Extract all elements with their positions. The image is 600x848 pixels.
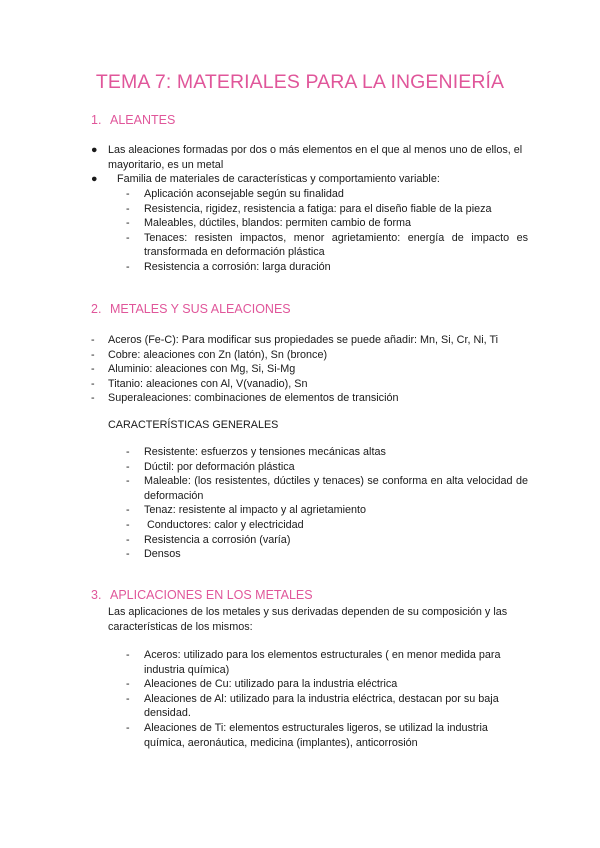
- list-item: [126, 187, 528, 202]
- list-item: [126, 260, 528, 275]
- list-item: [126, 503, 528, 518]
- bullet-text: Familia de materiales de características y comportamiento variable:: [117, 173, 440, 186]
- section-1-heading: [91, 113, 175, 127]
- item-text: Resistencia a corrosión (varía): [144, 533, 291, 546]
- section-2-number: 2.: [91, 302, 102, 316]
- bullet-marker: ●: [91, 173, 98, 186]
- characteristics-list: [126, 445, 528, 562]
- dash-marker: -: [126, 260, 130, 273]
- item-text: Tenaz: resistente al impacto y al agrietamiento: [144, 504, 367, 517]
- dash-marker: -: [126, 678, 130, 691]
- list-item: [91, 348, 531, 363]
- item-text: Conductores: calor y electricidad: [144, 518, 304, 531]
- section-2-title: METALES Y SUS ALEACIONES: [110, 302, 291, 316]
- item-text: Aleaciones de Cu: utilizado para la industria eléctrica: [144, 678, 398, 691]
- item-text: Aplicación aconsejable según su finalidad: [144, 188, 344, 200]
- list-item: [126, 677, 516, 692]
- subheading-text: CARACTERÍSTICAS GENERALES: [108, 419, 279, 431]
- dash-marker: -: [126, 460, 130, 473]
- item-text: Aleaciones de Ti: elementos estructurales ligeros, se utilizad la industria química, aeronáutica, medicina (implantes), anticorrosión: [144, 721, 488, 749]
- section-2-items: [91, 333, 531, 406]
- item-text: Aleaciones de Al: utilizado para la industria eléctrica, destacan por su baja densidad.: [144, 692, 499, 720]
- dash-marker: -: [91, 392, 95, 405]
- dash-marker: -: [91, 377, 95, 390]
- item-text: Titanio: aleaciones con Al, V(vanadio), Sn: [108, 377, 308, 390]
- dash-marker: -: [126, 533, 130, 546]
- intro-text: Las aplicaciones de los metales y sus derivadas dependen de su composición y las características de los mismos:: [108, 606, 508, 633]
- dash-marker: -: [126, 548, 130, 561]
- item-text: Aluminio: aleaciones con Mg, Si, Si-Mg: [108, 363, 296, 376]
- list-item: [126, 231, 528, 260]
- list-item: [126, 533, 528, 548]
- page-title: TEMA 7: MATERIALES PARA LA INGENIERÍA: [95, 71, 505, 93]
- bullet-marker: ●: [91, 144, 98, 156]
- dash-marker: -: [126, 649, 130, 661]
- dash-marker: -: [126, 217, 130, 230]
- list-item: [126, 648, 516, 677]
- dash-marker: -: [126, 692, 130, 705]
- item-text: Resistente: esfuerzos y tensiones mecánicas altas: [144, 446, 386, 458]
- dash-marker: -: [126, 202, 130, 215]
- item-text: Maleables, dúctiles, blandos: permiten cambio de forma: [144, 217, 412, 230]
- dash-marker: -: [91, 363, 95, 376]
- item-text: Maleable: (los resistentes, dúctiles y tenaces) se conforma en alta velocidad de deformación: [144, 475, 528, 502]
- section-1-number: 1.: [91, 113, 102, 127]
- list-item: [126, 460, 528, 475]
- section-1-bullets: [91, 143, 529, 187]
- section-2-heading: [91, 302, 291, 316]
- section-3-intro: [108, 605, 528, 634]
- item-text: Resistencia a corrosión: larga duración: [144, 260, 331, 273]
- dash-marker: -: [126, 446, 130, 458]
- list-item: [126, 547, 528, 562]
- list-item: [126, 445, 528, 460]
- dash-marker: -: [126, 504, 130, 517]
- dash-marker: -: [126, 188, 130, 200]
- item-text: Cobre: aleaciones con Zn (latón), Sn (bronce): [108, 348, 328, 361]
- section-3-title: APLICACIONES EN LOS METALES: [110, 588, 313, 602]
- list-item: [126, 202, 528, 217]
- dash-marker: -: [126, 231, 130, 244]
- list-item: [126, 518, 528, 533]
- list-item: [91, 377, 531, 392]
- dash-marker: -: [126, 518, 130, 531]
- characteristics-subheading: [108, 418, 278, 433]
- dash-marker: -: [126, 475, 130, 488]
- list-item: [91, 333, 531, 348]
- dash-marker: -: [91, 334, 95, 346]
- list-item: [126, 692, 516, 721]
- item-text: Aceros (Fe-C): Para modificar sus propiedades se puede añadir: Mn, Si, Cr, Ni, Ti: [108, 334, 499, 346]
- section-3-number: 3.: [91, 588, 102, 602]
- dash-marker: -: [126, 721, 130, 734]
- item-text: Dúctil: por deformación plástica: [144, 460, 295, 473]
- item-text: Superaleaciones: combinaciones de elementos de transición: [108, 392, 399, 405]
- section-1-subitems: [126, 187, 528, 275]
- item-text: Tenaces: resisten impactos, menor agrietamiento: energía de impacto es transformada en deformación plástica: [144, 231, 528, 259]
- item-text: Aceros: utilizado para los elementos estructurales ( en menor medida para industria química): [144, 649, 501, 676]
- list-item: [126, 474, 528, 503]
- list-item: [126, 216, 528, 231]
- list-item: [91, 362, 531, 377]
- list-item: [126, 721, 516, 750]
- list-item: [91, 172, 529, 187]
- section-1-title: ALEANTES: [110, 113, 176, 127]
- section-3-items: [126, 648, 516, 750]
- section-3-heading: [91, 588, 313, 602]
- list-item: [91, 143, 529, 172]
- bullet-text: Las aleaciones formadas por dos o más elementos en el que al menos uno de ellos, el mayoritario, es un metal: [108, 144, 523, 171]
- list-item: [91, 391, 531, 406]
- dash-marker: -: [91, 348, 95, 361]
- item-text: Densos: [144, 548, 181, 561]
- item-text: Resistencia, rigidez, resistencia a fatiga: para el diseño fiable de la pieza: [144, 202, 492, 215]
